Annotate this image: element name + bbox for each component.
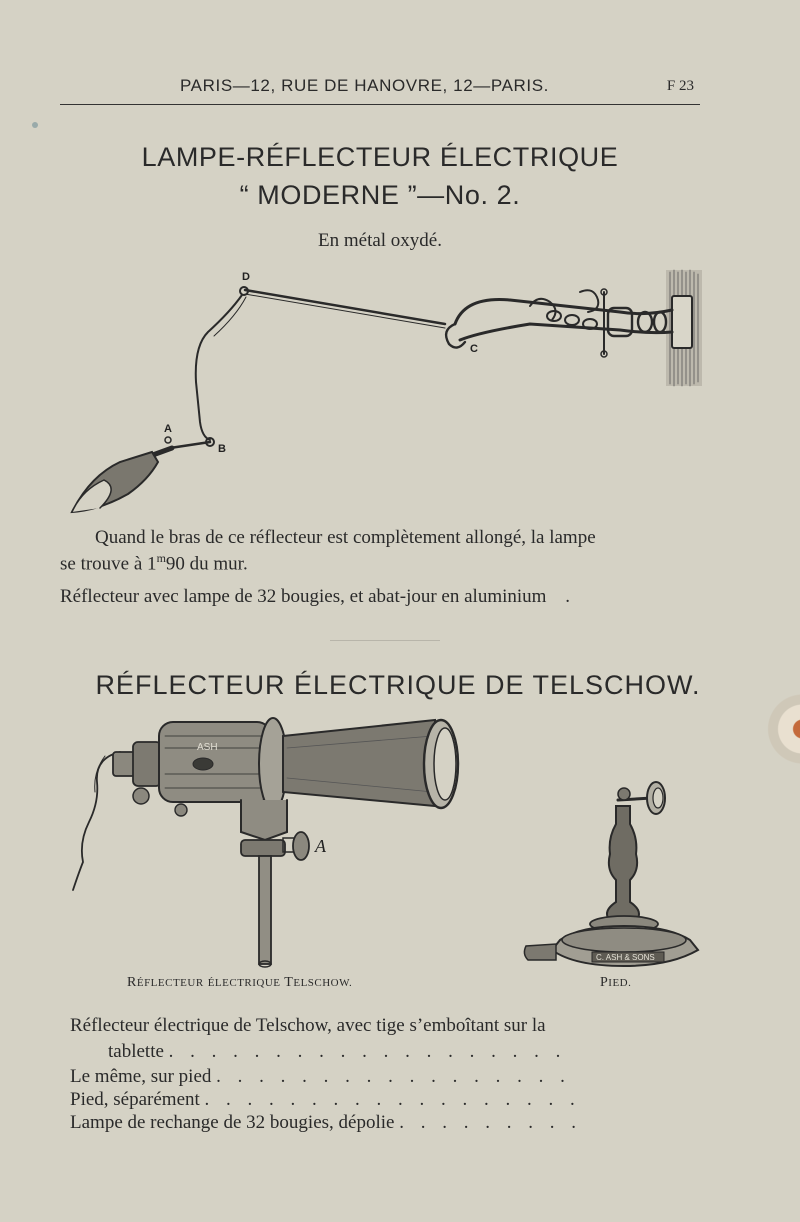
caption-stand-cap: P [600,975,609,990]
caption-w1-cap: R [127,975,137,990]
section1-title-line2: “ MODERNE ”—No. 2. [239,180,521,210]
running-head [60,76,700,102]
wax-seal-sticker [764,690,800,768]
section1-title-line1: LAMPE-RÉFLECTEUR ÉLECTRIQUE [141,142,619,172]
wall-arm-lamp-illustration [60,262,710,527]
price-line-text: Lampe de rechange de 32 bougies, dépolie [70,1112,395,1133]
page-number: F 23 [666,78,694,94]
price-line [70,1015,546,1037]
section1-desc-line2 [60,551,248,575]
section1-desc-line1: Quand le bras de ce réflecteur est complètement allongé, la lampe [95,527,596,548]
caption-stand [600,975,631,991]
leader-dots: . . . . . . . . . . . . . . . . . . . [168,1041,567,1062]
price-line [108,1041,566,1063]
label-a-screw: A [315,836,326,856]
section2-title: RÉFLECTEUR ÉLECTRIQUE DE TELSCHOW. [95,670,701,700]
caption-w1-rest: ÉFLECTEUR [136,977,204,989]
caption-w2-rest: LECTRIQUE [214,977,281,989]
label-b: B [218,443,226,455]
section1-subtitle: En métal oxydé. [318,230,442,251]
leader-dots: . . . . . . . . . . . . . . . . . . [204,1089,581,1110]
maker-mark-ash: ASH [197,742,218,753]
price-line [70,1112,582,1134]
section1-item [60,586,570,608]
price-line-text: tablette [108,1041,164,1062]
paper-spot [32,122,38,128]
telschow-reflector-illustration [65,712,470,974]
desc-distance-end: 90 du mur. [165,553,248,575]
label-d: D [242,271,250,283]
price-line-text: Le même, sur pied [70,1066,212,1087]
section-divider [330,640,440,641]
price-line [70,1066,571,1088]
header-rule [60,104,700,105]
price-line [70,1089,581,1111]
label-c: C [470,343,478,355]
caption-telschow-reflector [127,975,352,991]
section1-item-dots: . [565,586,570,607]
leader-dots: . . . . . . . . . . . . . . . . . [216,1066,571,1087]
caption-w2-cap: É [207,977,215,989]
price-line-text: Réflecteur électrique de Telschow, avec tige s’emboîtant sur la [70,1015,546,1036]
running-head-address: PARIS—12, RUE DE HANOVRE, 12—PARIS. [180,76,549,95]
desc-distance-start: se trouve à 1 [60,553,157,575]
desc-distance-unit: m [156,551,166,565]
label-a: A [164,423,172,435]
section1-item-text: Réflecteur avec lampe de 32 bougies, et abat-jour en aluminium [60,586,547,607]
stand-illustration [520,778,705,970]
stand-maker-stamp: C. ASH & SONS [596,953,655,962]
caption-w3-cap: T [284,975,294,990]
price-line-text: Pied, séparément [70,1089,200,1110]
caption-stand-rest: IED. [608,977,632,989]
caption-w3-rest: ELSCHOW. [293,977,353,989]
leader-dots: . . . . . . . . . [399,1112,582,1133]
